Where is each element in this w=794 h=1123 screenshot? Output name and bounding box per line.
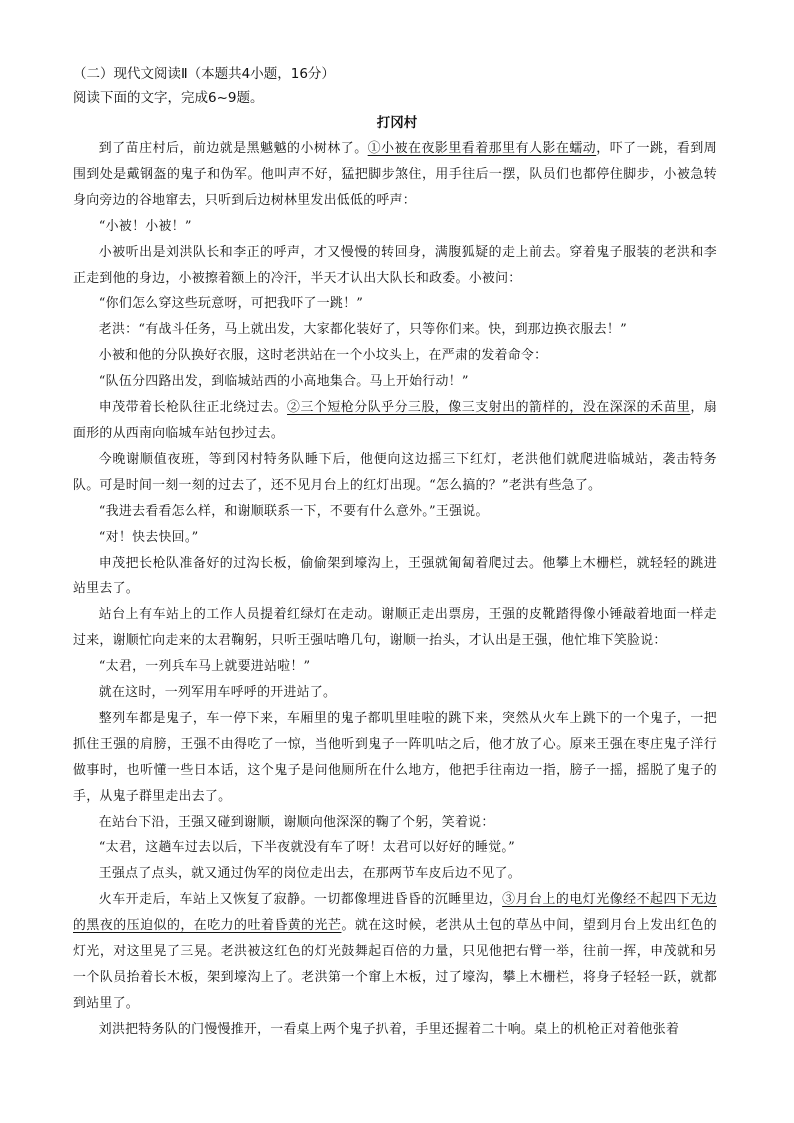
paragraph: 整列车都是鬼子，车一停下来，车厢里的鬼子都叽里哇啦的跳下来，突然从火车上跳下的一个鬼子，一把抓住王强的肩膀，王强不由得吃了一惊，当他听到鬼子一阵叽咕之后，他才放了心。原来王强在枣庄鬼子洋行做事时，也听懂一些日本话，这个鬼子是问他厕所在什么地方，他把手往南边一指，膀子一摇，摇脱了鬼子的手，从鬼子群里走出去了。 bbox=[73, 710, 717, 804]
paragraph: “太君，这趟车过去以后，下半夜就没有车了呀！太君可以好好的睡觉。” bbox=[98, 840, 516, 856]
paragraph: 到了苗庄村后，前边就是黑魆魆的小树林了。①小被在夜影里看着那里有人影在蠕动，吓了一跳，看到周围到处是戴钢盔的鬼子和伪军。他叫声不好，猛把脚步煞住，用手往后一摆，队员们也都停住脚步，小被急转身向旁边的谷地窜去，只听到后边树林里发出低低的呼声： bbox=[73, 141, 717, 208]
paragraph: 刘洪把特务队的门慢慢推开，一看桌上两个鬼子扒着，手里还握着二十响。桌上的机枪正对着他张着 bbox=[98, 1021, 680, 1037]
underlined-sentence-3: ③月台上的电灯光像经不起四下无边的黑夜的压迫似的，在吃力的吐着昏黄的光芒 bbox=[73, 892, 717, 934]
paragraph: 申茂把长枪队准备好的过沟长板，偷偷架到壕沟上，王强就匍匐着爬过去。他攀上木栅栏，就轻轻的跳进站里去了。 bbox=[73, 555, 717, 597]
reading-instruction: 阅读下面的文字，完成6~9题。 bbox=[73, 90, 264, 106]
section-header: （二）现代文阅读Ⅱ（本题共4小题，16分） bbox=[73, 66, 335, 82]
paragraph: “对！快去快回。” bbox=[98, 529, 199, 545]
paragraph: 王强点了点头，就又通过伪军的岗位走出去，在那两节车皮后边不见了。 bbox=[98, 866, 521, 882]
paragraph: 今晚谢顺值夜班，等到冈村特务队睡下后，他便向这边摇三下红灯，老洪他们就爬进临城站，袭击特务队。可是时间一刻一刻的过去了，还不见月台上的红灯出现。“怎么搞的？”老洪有些急了。 bbox=[73, 451, 717, 493]
paragraph: 就在这时，一列军用车呼呼的开进站了。 bbox=[98, 685, 337, 701]
paragraph: 小被和他的分队换好衣服，这时老洪站在一个小坟头上，在严肃的发着命令： bbox=[98, 348, 548, 364]
article-body bbox=[73, 136, 717, 1043]
paragraph: 火车开走后，车站上又恢复了寂静。一切都像埋进昏昏的沉睡里边，③月台上的电灯光像经不起四下无边的黑夜的压迫似的，在吃力的吐着昏黄的光芒。就在这时候，老洪从土包的草丛中间，望到月台上发出红色的灯光，对这里晃了三晃。老洪被这红色的灯光鼓舞起百倍的力量，只见他把右臂一举，往前一挥，申茂就和另一个队员抬着长木板，架到壕沟上了。老洪第一个窜上木板，过了壕沟，攀上木栅栏，将身子轻轻一跃，就都到站里了。 bbox=[73, 892, 718, 1011]
paragraph: 在站台下沿，王强又碰到谢顺，谢顺向他深深的鞠了个躬，笑着说： bbox=[98, 814, 495, 830]
underlined-sentence-2: ②三个短枪分队乎分三股，像三支射出的箭样的，没在深深的禾苗里 bbox=[287, 400, 691, 416]
paragraph: “我进去看看怎么样，和谢顺联系一下，不要有什么意外。”王强说。 bbox=[98, 503, 489, 519]
underlined-sentence-1: ①小被在夜影里看着那里有人影在蠕动 bbox=[367, 141, 597, 156]
paragraph: “小被！小被！” bbox=[98, 218, 192, 234]
paragraph: “你们怎么穿这些玩意呀，可把我吓了一跳！” bbox=[98, 296, 364, 312]
paragraph: “队伍分四路出发，到临城站西的小高地集合。马上开始行动！” bbox=[98, 374, 469, 390]
paragraph: “太君，一列兵车马上就要进站啦！” bbox=[98, 659, 311, 675]
paragraph: 站台上有车站上的工作人员提着红绿灯在走动。谢顺正走出票房，王强的皮靴踏得像小锤敲着地面一样走过来，谢顺忙向走来的太君鞠躬，只听王强咕噜几句，谢顺一抬头，才认出是王强，他忙堆下笑脸说： bbox=[73, 607, 717, 649]
paragraph: 老洪：“有战斗任务，马上就出发，大家都化装好了，只等你们来。快，到那边换衣服去！” bbox=[98, 322, 628, 338]
article-title: 打冈村 bbox=[376, 115, 418, 131]
paragraph: 小被听出是刘洪队长和李正的呼声，才又慢慢的转回身，满腹狐疑的走上前去。穿着鬼子服装的老洪和李正走到他的身边，小被擦着额上的冷汗，半天才认出大队长和政委。小被问： bbox=[73, 244, 717, 286]
paragraph: 申茂带着长枪队往正北绕过去。②三个短枪分队乎分三股，像三支射出的箭样的，没在深深的禾苗里，扇面形的从西南向临城车站包抄过去。 bbox=[73, 400, 718, 441]
